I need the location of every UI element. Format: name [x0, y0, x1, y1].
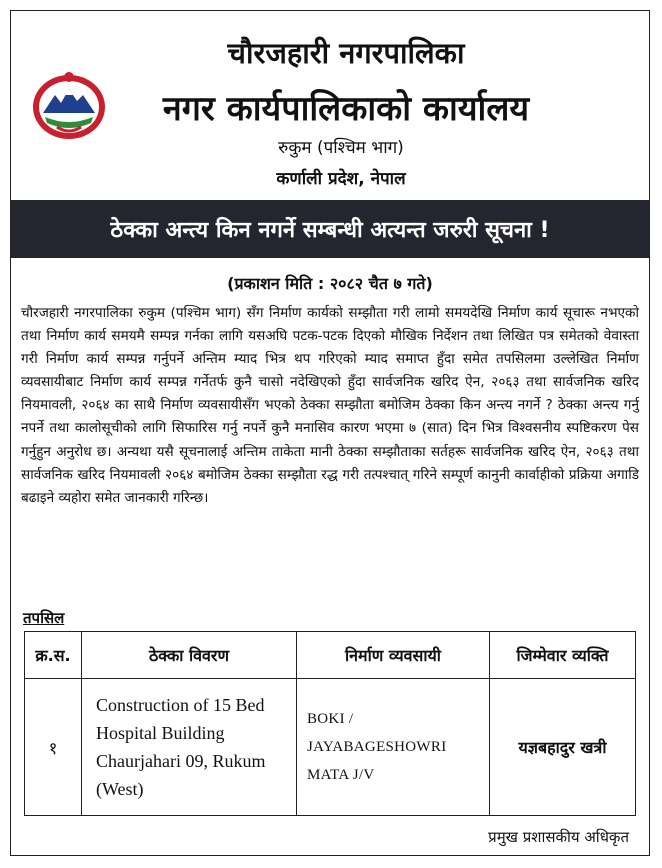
notice-document — [10, 10, 650, 856]
cell-contractor: BOKI / JAYABAGESHOWRI MATA J/V — [297, 679, 490, 816]
table-row — [25, 679, 636, 816]
header-serial: क्र.स. — [25, 632, 82, 679]
province-name: कर्णाली प्रदेश, नेपाल — [276, 169, 406, 189]
header-contract-description: ठेक्का विवरण — [82, 632, 297, 679]
details-heading: तपसिल — [23, 609, 65, 627]
contract-table — [24, 631, 636, 816]
notice-body: चौरजहारी नगरपालिका रुकुम (पश्चिम भाग) सँग निर्माण कार्यको सम्झौता गरी लामो समयदेखि निर्माण कार्य सूचारू नभएको तथा निर्माण कार्य समयमै सम्पन्न गर्नका लागि यसअघि पटक-पटक दिएको मौखिक निर्देशन तथा लिखित पत्र समेतको वेवास्ता गरी निर्माण कार्य सम्पन्न गर्नुपर्ने अन्तिम म्याद भित्र थप गरिएको म्याद समाप्त हुँदा समेत तपसिलमा उल्लेखित निर्माण व्यवसायीबाट निर्माण कार्य सम्पन्न गर्नेतर्फ कुनै चासो नदेखिएको हुँदा सार्वजनिक खरिद ऐन, २०६३ तथा सार्वजनिक खरिद नियमावली, २०६४ का साथै निर्माण व्यवसायीसँग भएको ठेक्का सम्झौता बमोजिम ठेक्का किन अन्त्य नगर्ने ? ठेक्का अन्त्य गर्नु नपर्ने तथा कालोसूचीको लागि सिफारिस गर्नु नपर्ने कुनै मनासिव कारण भएमा ७ (सात) दिन भित्र विश्वसनीय स्पष्टिकरण पेस गर्नुहुन अनुरोध छ। अन्यथा यसै सूचनालाई अन्तिम ताकेता मानी ठेक्का सम्झौताका सर्तहरू सार्वजनिक खरिद ऐन, २०६३ तथा सार्वजनिक खरिद नियमावली २०६४ बमोजिम ठेक्का सम्झौता रद्ध गरी तत्पश्चात् गरिने सम्पूर्ण कानुनी कार्वाहीको प्रक्रिया अगाडि बढाइने व्यहोरा समेत जानकारी गरिन्छ। — [21, 305, 639, 506]
district-name: रुकुम (पश्चिम भाग) — [278, 138, 404, 158]
cell-serial: १ — [25, 679, 82, 816]
cell-responsible-person: यज्ञबहादुर खत्री — [490, 679, 636, 816]
signatory-title: प्रमुख प्रशासकीय अधिकृत — [488, 828, 629, 846]
header-responsible-person: जिम्मेवार व्यक्ति — [490, 632, 636, 679]
municipality-name: चौरजहारी नगरपालिका — [227, 36, 465, 70]
notice-title: ठेक्का अन्त्य किन नगर्ने सम्बन्धी अत्यन्त जरुरी सूचना ! — [110, 218, 550, 243]
header-contractor: निर्माण व्यवसायी — [297, 632, 490, 679]
cell-contract-description: Construction of 15 Bed Hospital Building Chaurjahari 09, Rukum (West) — [82, 679, 297, 816]
publication-date: (प्रकाशन मिति : २०८२ चैत ७ गते) — [227, 274, 433, 293]
letterhead — [11, 11, 649, 196]
notice-title-banner — [11, 200, 649, 258]
nepal-emblem-icon — [31, 69, 107, 141]
table-header-row — [25, 632, 636, 679]
office-name: नगर कार्यपालिकाको कार्यालय — [162, 89, 530, 129]
